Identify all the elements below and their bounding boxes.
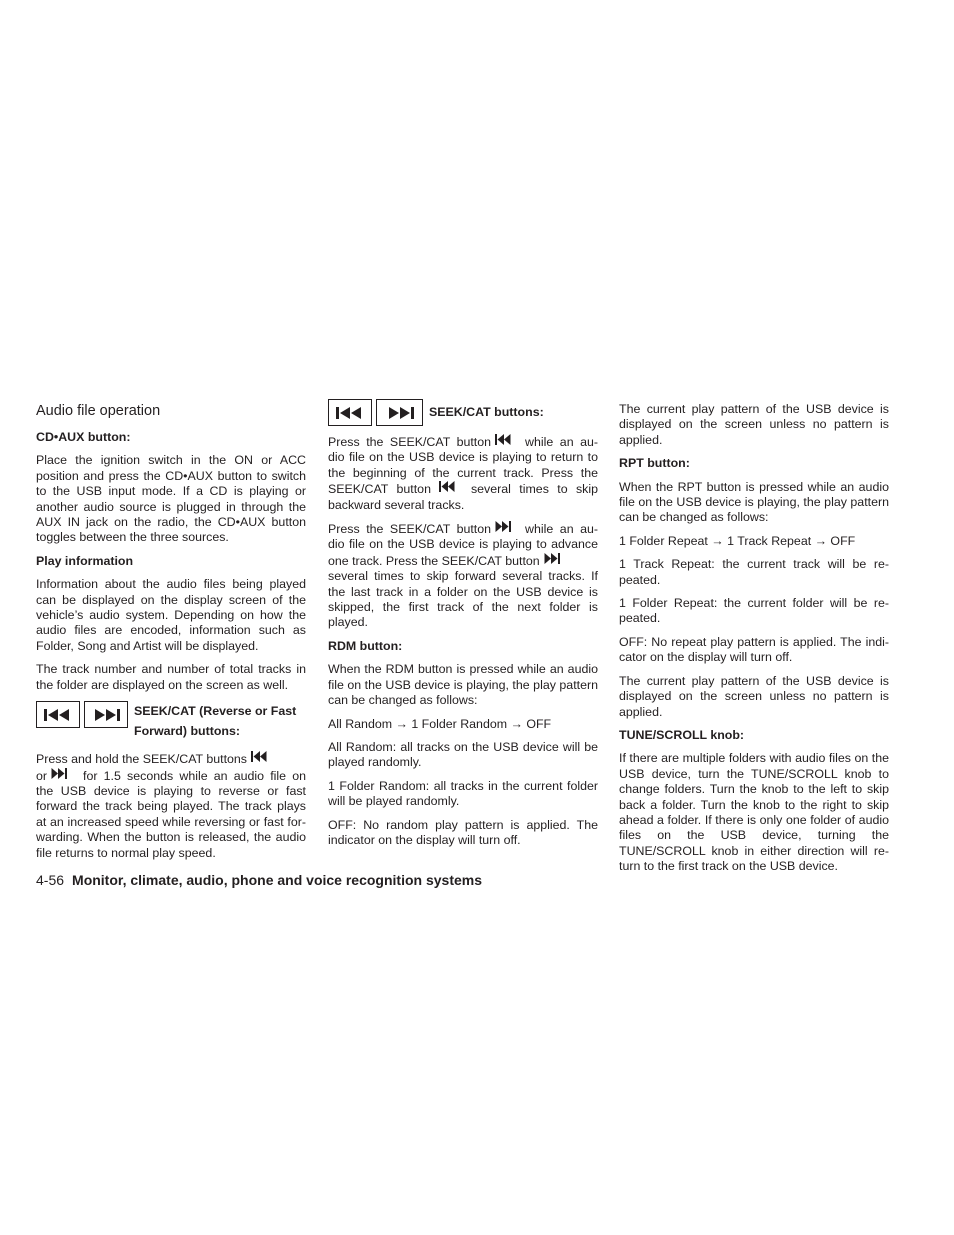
skip-back-icon — [439, 481, 455, 496]
tune-scroll-heading: TUNE/SCROLL knob: — [619, 727, 745, 742]
seek-reverse-forward-heading: SEEK/CAT (Reverse or Fast Forward) buttons: — [134, 704, 297, 739]
rpt-sequence: 1 Folder Repeat → 1 Track Repeat → OFF — [619, 533, 856, 548]
seek-back-text-b: while an au-dio file on the USB device is playing to return to the beginning of the current track. Press the SEEK/CAT button — [328, 435, 599, 497]
rdm-heading: RDM button: — [328, 638, 403, 653]
tune-scroll-text: If there are multiple folders with audio files on the USB device, turn the TUNE/SCROLL knob to change folders. Turn the knob to the left to skip back a folder. Turn the knob to the right to skip ahead a folder. If there is only one folder of audio files on the USB device, turning the TUNE/SCROLL knob in either direction will re-turn to the first track on the USB device. — [619, 751, 889, 874]
seek-hold-text-b: or — [36, 768, 48, 783]
seek-forward-text-b: while an au-dio file on the USB device is playing to advance one track. Press the SEEK/CAT button — [328, 522, 599, 568]
rpt-folder-repeat: 1 Folder Repeat: the current folder will be re-peated. — [619, 596, 889, 626]
skip-forward-icon — [51, 768, 67, 783]
skip-forward-icon — [495, 521, 511, 536]
page-footer — [36, 871, 482, 889]
column-2 — [328, 399, 598, 856]
play-info-heading: Play information — [36, 553, 134, 568]
seek-back-text — [328, 434, 598, 513]
seek-forward-text — [328, 521, 598, 631]
rpt-track-repeat: 1 Track Repeat: the current track will be re-peated. — [619, 557, 889, 587]
seek-forward-text-a: Press the SEEK/CAT button — [328, 522, 492, 537]
skip-back-icon — [495, 434, 511, 449]
rdm-sequence: All Random → 1 Folder Random → OFF — [328, 716, 552, 731]
skip-back-icon — [43, 708, 73, 722]
play-pattern-text-top: The current play pattern of the USB device is displayed on the screen unless no pattern is applied. — [619, 402, 889, 447]
seek-back-text-c: several times to skip backward several tracks. — [328, 482, 598, 512]
rdm-folder-random: 1 Folder Random: all tracks in the current folder will be played randomly. — [328, 778, 598, 809]
play-info-text-2: The track number and number of total tracks in the folder are displayed on the screen as well. — [36, 662, 306, 692]
rdm-text: When the RDM button is pressed while an audio file on the USB device is playing, the play pattern can be changed as follows: — [328, 662, 598, 708]
skip-back-button-illustration — [328, 399, 372, 426]
column-3 — [619, 402, 889, 875]
seek-cat-buttons-figure — [328, 399, 598, 426]
seek-cat-heading: SEEK/CAT buttons: — [429, 405, 544, 419]
rpt-heading: RPT button: — [619, 456, 690, 471]
cdaux-heading: CD•AUX button: — [36, 430, 131, 444]
seek-hold-text-c: for 1.5 seconds while an audio file on the USB device is playing to reverse or fast forward the track being played. The track plays at an increased speed while reversing or fast for-warding. When the button is released, the audio file returns to normal play speed. — [36, 768, 306, 860]
page-number: 4-56 — [36, 872, 65, 888]
rdm-all-random: All Random: all tracks on the USB device will be played randomly. — [328, 739, 598, 770]
skip-forward-button-illustration — [84, 701, 128, 728]
skip-forward-icon — [385, 406, 415, 420]
cdaux-text: Place the ignition switch in the ON or ACC position and press the CD•AUX button to switch to the USB input mode. If a CD is playing or another audio source is plugged in through the AUX IN jack on the radio, the CD•AUX button toggles between the three sources. — [36, 453, 306, 545]
column-1 — [36, 399, 306, 861]
seek-hold-text-a: Press and hold the SEEK/CAT buttons — [36, 752, 247, 767]
rpt-off: OFF: No repeat play pattern is applied. The indi-cator on the display will turn off. — [619, 634, 889, 665]
seek-back-text-a: Press the SEEK/CAT button — [328, 435, 492, 449]
section-title: Audio file operation — [36, 403, 161, 419]
chapter-title: Monitor, climate, audio, phone and voice recognition systems — [72, 872, 482, 888]
seek-hold-text — [36, 751, 306, 861]
skip-forward-icon — [91, 708, 121, 722]
skip-back-icon — [335, 406, 365, 420]
rpt-text: When the RPT button is pressed while an audio file on the USB device is playing, the play pattern can be changed as follows: — [619, 479, 889, 525]
play-pattern-text: The current play pattern of the USB device is displayed on the screen unless no pattern is applied. — [619, 673, 889, 719]
skip-forward-icon — [544, 553, 560, 568]
rdm-off: OFF: No random play pattern is applied. The indicator on the display will turn off. — [328, 817, 598, 847]
skip-back-button-illustration — [36, 701, 80, 728]
play-info-text-1: Information about the audio files being played can be displayed on the display screen of the vehicle’s audio system. Depending on how the audio files are encoded, information such as Folder, Song and Artist will be displayed. — [36, 577, 306, 653]
seek-forward-text-c: several times to skip forward several tracks. If the last track in a folder on the USB device is skipped, the first track of the next folder is played. — [328, 569, 598, 630]
seek-buttons-figure — [36, 701, 306, 741]
skip-back-icon — [251, 751, 267, 766]
skip-forward-button-illustration — [376, 399, 423, 426]
